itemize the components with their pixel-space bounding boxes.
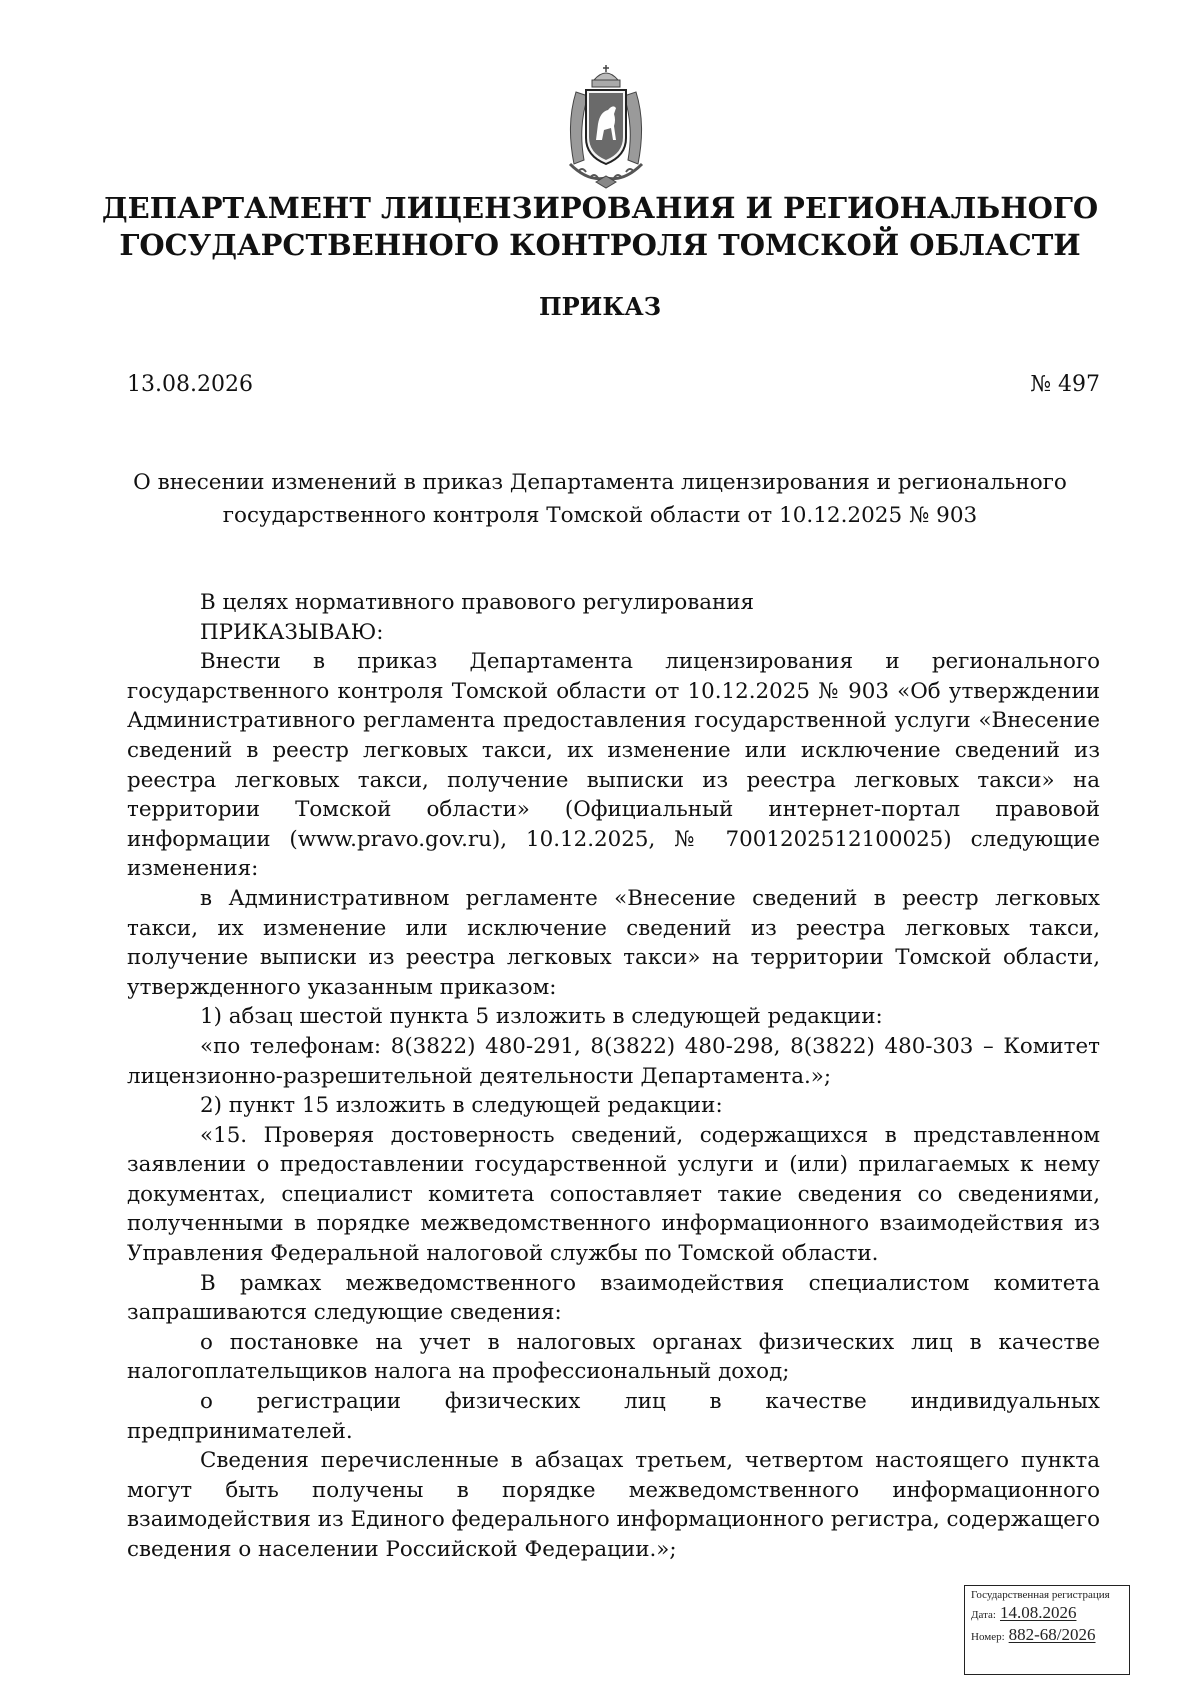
organization-title-line2: ГОСУДАРСТВЕННОГО КОНТРОЛЯ ТОМСКОЙ ОБЛАСТИ xyxy=(119,228,1081,262)
body-paragraph: В целях нормативного правового регулирования xyxy=(200,590,755,615)
registration-date: 14.08.2026 xyxy=(999,1603,1077,1622)
body-paragraph: о постановке на учет в налоговых органах физических лиц в качестве налогоплательщиков налога на профессиональный доход; xyxy=(127,1329,1100,1385)
body-paragraph: ПРИКАЗЫВАЮ: xyxy=(200,619,384,645)
document-meta xyxy=(127,372,1100,397)
registration-date-label: Дата: xyxy=(971,1609,996,1621)
body-paragraph: о регистрации физических лиц в качестве индивидуальных предпринимателей. xyxy=(127,1389,1100,1444)
organization-title-line1: ДЕПАРТАМЕНТ ЛИЦЕНЗИРОВАНИЯ И РЕГИОНАЛЬНОГО xyxy=(101,191,1099,225)
subject-line1: О внесении изменений в приказ Департамента лицензирования и регионального xyxy=(133,470,1067,495)
registration-stamp xyxy=(964,1585,1130,1675)
document-type: ПРИКАЗ xyxy=(538,292,662,321)
body-paragraph: «15. Проверяя достоверность сведений, содержащихся в представленном заявлении о предоставлении государственной услуги и (или) прилагаемых к нему документах, специалист комитета сопоставляет такие сведения со сведениями, полученными в порядке межведомственного информационного взаимодействия из Управления Федеральной налоговой службы по Томской области. xyxy=(127,1122,1100,1267)
body-paragraph: Внести в приказ Департамента лицензирования и регионального государственного контроля Томской области от 10.12.2025 № 903 «Об утверждении Административного регламента предоставления государственной услуги «Внесение сведений в реестр легковых такси, их изменение или исключение сведений из реестра легковых такси, получение выписки из реестра легковых такси» на территории Томской области» (Официальный интернет-портал правовой информации (www.pravo.gov.ru), 10.12.2025, № 7001202512100025) следующие изменения: xyxy=(127,649,1100,882)
registration-number: 882-68/2026 xyxy=(1008,1625,1096,1644)
tomsk-coat-of-arms-icon xyxy=(558,64,654,190)
body-paragraph: Сведения перечисленные в абзацах третьем, четвертом настоящего пункта могут быть получены в порядке межведомственного информационного взаимодействия из Единого федерального информационного регистра, содержащего сведения о населении Российской Федерации.»; xyxy=(127,1448,1100,1562)
body-paragraph: в Административном регламенте «Внесение сведений в реестр легковых такси, их изменение или исключение сведений из реестра легковых такси, получение выписки из реестра легковых такси» на территории Томской области, утвержденного указанным приказом: xyxy=(127,885,1100,1000)
registration-number-label: Номер: xyxy=(971,1631,1005,1643)
body-paragraph: 2) пункт 15 изложить в следующей редакции: xyxy=(200,1093,723,1119)
body-paragraph: «по телефонам: 8(3822) 480-291, 8(3822) 480-298, 8(3822) 480-303 – Комитет лицензионно-разрешительной деятельности Департамента.»; xyxy=(127,1033,1100,1089)
document-date: 13.08.2026 xyxy=(127,372,253,397)
body-paragraph: В рамках межведомственного взаимодействия специалистом комитета запрашиваются следующие сведения: xyxy=(127,1270,1100,1326)
registration-stamp-title: Государственная регистрация xyxy=(971,1589,1110,1601)
body-paragraph: 1) абзац шестой пункта 5 изложить в следующей редакции: xyxy=(200,1004,883,1030)
organization-title xyxy=(100,190,1100,264)
document-number: № 497 xyxy=(1030,372,1100,397)
document-subject xyxy=(100,466,1100,532)
subject-line2: государственного контроля Томской области от 10.12.2025 № 903 xyxy=(222,503,978,528)
document-body xyxy=(127,588,1100,1565)
